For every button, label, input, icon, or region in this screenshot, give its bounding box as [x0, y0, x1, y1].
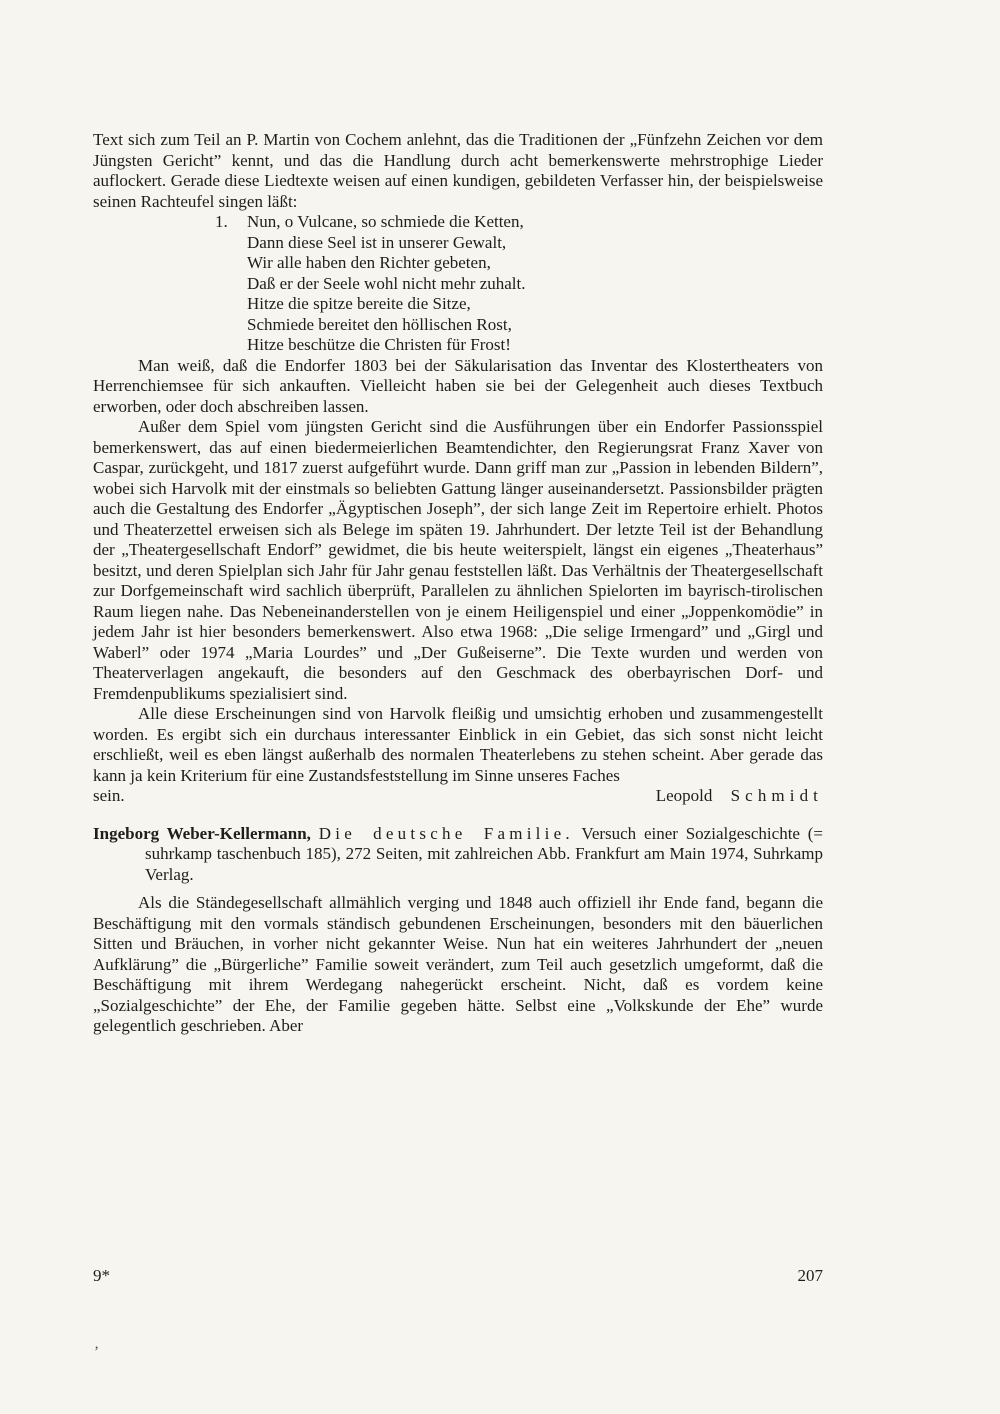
verse-line: Hitze beschütze die Christen für Frost! — [247, 335, 511, 354]
signature-first-name: Leopold — [655, 786, 713, 805]
verse-line: Wir alle haben den Richter gebeten, — [247, 253, 491, 272]
paragraph-continuation: Text sich zum Teil an P. Martin von Cochem anlehnt, das die Traditionen der „Fünfzehn Zeichen vor dem Jüngsten Gericht” kennt, und das die Handlung durch acht bemerkenswerte mehrstrophige Lieder auflockert. Gerade diese Liedtexte weisen auf einen kundigen, gebildeten Verfasser hin, der beispielsweise seinen Rachteufel singen läßt: — [93, 130, 823, 211]
verse-line: Dann diese Seel ist in unserer Gewalt, — [247, 232, 507, 252]
paragraph-conclusion: Alle diese Erscheinungen sind von Harvolk fleißig und umsichtig erhoben und zusammengestellt worden. Es ergibt sich ein durchaus interessanter Einblick in ein Gebiet, das sich sonst nicht leicht erschließt, weil es eben längst außerhalb des normalen Theaterlebens zu stehen scheint. Aber gerade das kann ja kein Kriterium für eine Zustandsfeststellung im Sinne unseres Faches — [93, 704, 823, 785]
scan-artifact-mark: ’ — [94, 1344, 99, 1360]
reviewer-signature — [656, 786, 823, 807]
conclusion-last-word: sein. — [93, 786, 125, 805]
page-footer — [93, 1266, 823, 1286]
sheet-signature-mark: 9* — [93, 1266, 110, 1285]
verse-block — [215, 212, 823, 356]
verse-line: Nun, o Vulcane, so schmiede die Ketten, — [247, 212, 524, 231]
verse-line: Schmiede bereitet den höllischen Rost, — [247, 314, 512, 334]
signature-line — [93, 786, 823, 807]
review-author: Ingeborg Weber-Kellermann, — [93, 823, 311, 843]
paragraph-passionsspiel: Außer dem Spiel vom jüngsten Gericht sind die Ausführungen über ein Endorfer Passionsspiel bemerkenswert, das auf einen biedermeierlichen Beamtendichter, den Regierungsrat Franz Xaver von Caspar, zurückgeht, und 1817 zuerst aufgeführt wurde. Dann griff man zur „Passion in lebenden Bildern”, wobei sich Harvolk mit der einstmals so beliebten Gattung länger auseinandersetzt. Passionsbilder prägten auch die Gestaltung des Endorfer „Ägyptischen Joseph”, der sich lange Zeit im Repertoire erhielt. Photos und Theaterzettel erweisen sich als Belege im späten 19. Jahrhundert. Der letzte Teil ist der Behandlung der „Theatergesellschaft Endorf” gewidmet, die bis heute weiterspielt, längst ein eigenes „Theaterhaus” besitzt, und deren Spielplan sich Jahr für Jahr genau feststellen läßt. Das Verhältnis der Theatergesellschaft zur Dorfgemeinschaft wird sachlich überprüft, Parallelen zu ähnlichen Spielorten im bayrisch-tirolischen Raum liegen nahe. Das Nebeneinanderstellen von je einem Heiligenspiel und einer „Joppenkomödie” in jedem Jahr ist hier besonders bemerkenswert. Also etwa 1968: „Die selige Irmengard” und „Girgl und Waberl” oder 1974 „Maria Lourdes” und „Der Gußeiserne”. Die Texte wurden und werden von Theaterverlagen angekauft, die besonders auf den Geschmack des oberbayrischen Dorf- und Fremdenpublikums spezialisiert sind. — [93, 417, 823, 703]
page-number: 207 — [797, 1266, 823, 1285]
text-column — [93, 130, 823, 1037]
review-heading — [93, 824, 823, 886]
verse-line: Daß er der Seele wohl nicht mehr zuhalt. — [247, 273, 526, 293]
signature-last-name: Schmidt — [730, 786, 823, 805]
verse-number: 1. — [215, 212, 228, 231]
paragraph-endorfer: Man weiß, daß die Endorfer 1803 bei der Säkularisation das Inventar des Klostertheaters von Herrenchiemsee für sich ankauften. Vielleicht haben sie bei der Gelegenheit auch dieses Textbuch erworben, oder doch abschreiben lassen. — [93, 355, 823, 416]
review-book-title: Die deutsche Familie. — [318, 823, 574, 843]
verse-line: Hitze die spitze bereite die Sitze, — [247, 294, 471, 313]
verse-lines — [247, 212, 823, 356]
review-body-paragraph: Als die Ständegesellschaft allmählich verging und 1848 auch offiziell ihr Ende fand, begann die Beschäftigung mit den vormals ständisch gebundenen Erscheinungen, besonders mit den bäuerlichen Sitten und Bräuchen, in vorher nicht gekannter Weise. Nun hat ein weiteres Jahrhundert der „neuen Aufklärung” die „Bürgerliche” Familie soweit verändert, zum Teil auch gesetzlich umgeformt, daß die Beschäftigung mit ihrem Werdegang nahegerückt erscheint. Nicht, daß es vordem keine „Sozialgeschichte” der Ehe, der Familie gegeben hätte. Selbst eine „Volkskunde der Ehe” wurde gelegentlich geschrieben. Aber — [93, 893, 823, 1035]
review-publication-details: Versuch einer Sozialgeschichte (= suhrkamp taschenbuch 185), 272 Seiten, mit zahlreichen Abb. Frankfurt am Main 1974, Suhrkamp Verlag. — [145, 823, 823, 884]
